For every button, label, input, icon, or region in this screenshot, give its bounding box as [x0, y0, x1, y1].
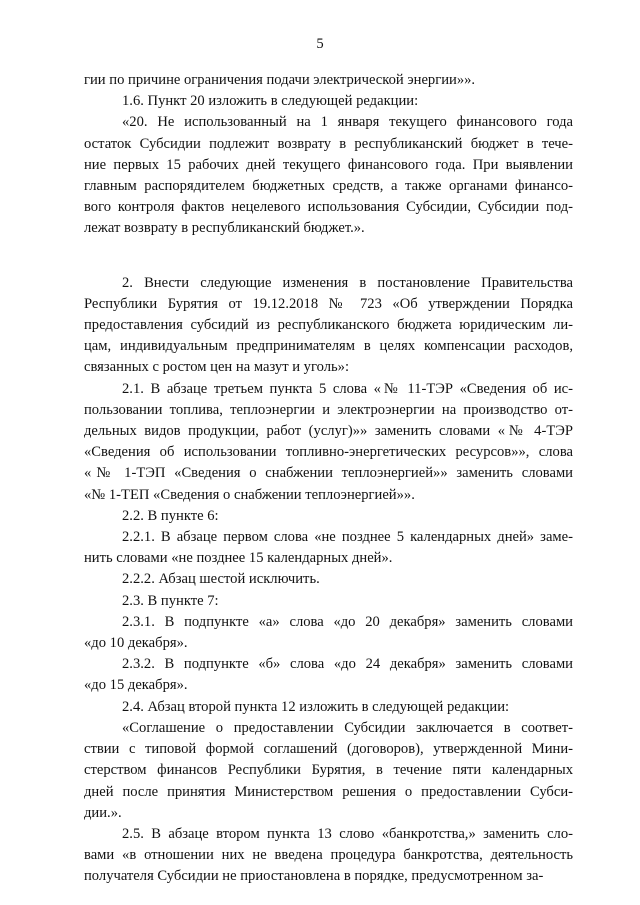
- text-line: ствии с типовой формой соглашений (договоров), утвержденной Мини-: [84, 741, 573, 758]
- paragraph: [84, 91, 573, 112]
- text-line: дней после принятия Министерством решения о предоставлении Субси-: [84, 783, 573, 800]
- text-line: «Сведения об использовании топливно-энергетических ресурсов»», слова: [84, 444, 573, 461]
- text-line: 2.2. В пункте 6:: [122, 507, 219, 524]
- paragraph: [84, 697, 573, 718]
- text-line: «№ 1-ТЭП «Сведения о снабжении теплоэнергией»» заменить словами: [84, 465, 573, 482]
- text-line: ние первых 15 рабочих дней текущего финансового года. При выявлении: [84, 156, 573, 173]
- text-line: получателя Субсидии не приостановлена в порядке, предусмотренном за-: [84, 868, 544, 885]
- text-line: Республики Бурятия от 19.12.2018 № 723 «Об утверждении Порядка: [84, 295, 573, 312]
- paragraph: [84, 527, 573, 569]
- text-line: 1.6. Пункт 20 изложить в следующей редакции:: [122, 93, 419, 110]
- text-line: нить словами «не позднее 15 календарных дней».: [84, 550, 393, 567]
- paragraph: [84, 654, 573, 696]
- text-line: 2. Внести следующие изменения в постановление Правительства: [122, 274, 573, 291]
- paragraph: [84, 718, 573, 824]
- page-number: 5: [316, 36, 324, 52]
- text-line: 2.1. В абзаце третьем пункта 5 слова «№ 11-ТЭР «Сведения об ис-: [122, 380, 573, 397]
- document-body: [84, 70, 573, 888]
- text-line: связанных с ростом цен на мазут и уголь»:: [84, 359, 349, 376]
- text-line: дельных видов продукции, работ (услуг)»» заменить словами «№ 4-ТЭР: [84, 423, 573, 440]
- paragraph: [84, 506, 573, 527]
- paragraph: [84, 273, 573, 379]
- text-line: 2.3.2. В подпункте «б» слова «до 24 декабря» заменить словами: [122, 656, 573, 673]
- text-line: 2.2.2. Абзац шестой исключить.: [122, 571, 320, 588]
- text-line: «Соглашение о предоставлении Субсидии заключается в соответ-: [122, 719, 573, 736]
- paragraph: [84, 591, 573, 612]
- text-line: дии.».: [84, 804, 122, 821]
- text-line: цам, индивидуальным предпринимателям в целях компенсации расходов,: [84, 338, 573, 355]
- text-line: лежат возврату в республиканский бюджет.».: [84, 220, 365, 237]
- text-line: 2.3. В пункте 7:: [122, 592, 219, 609]
- text-line: «20. Не использованный на 1 января текущего финансового года: [122, 114, 573, 131]
- paragraph: [84, 112, 573, 239]
- paragraph: [84, 70, 573, 91]
- text-line: «№ 1-ТЕП «Сведения о снабжении теплоэнергией»».: [84, 486, 415, 503]
- text-line: пользовании топлива, теплоэнергии и электроэнергии на производство от-: [84, 401, 573, 418]
- text-line: гии по причине ограничения подачи электрической энергии»».: [84, 72, 476, 88]
- text-line: вами «в отношении них не введена процедура банкротства, деятельность: [84, 847, 573, 864]
- text-line: главным распорядителем бюджетных средств, а также органами финансо-: [84, 178, 573, 195]
- text-line: 2.2.1. В абзаце первом слова «не позднее 5 календарных дней» заме-: [122, 529, 573, 546]
- text-line: 2.4. Абзац второй пункта 12 изложить в следующей редакции:: [122, 698, 510, 715]
- paragraph: [84, 824, 573, 888]
- text-line: 2.5. В абзаце втором пункта 13 слово «банкротства,» заменить сло-: [122, 825, 573, 842]
- paragraph: [84, 612, 573, 654]
- text-line: 2.3.1. В подпункте «а» слова «до 20 декабря» заменить словами: [122, 613, 573, 630]
- paragraph: [84, 569, 573, 590]
- text-line: «до 15 декабря».: [84, 677, 188, 694]
- paragraph: [84, 379, 573, 506]
- text-line: стерством финансов Республики Бурятия, в течение пяти календарных: [84, 762, 573, 779]
- text-line: «до 10 декабря».: [84, 635, 188, 652]
- paragraph-gap: [84, 240, 573, 273]
- text-line: остаток Субсидии подлежит возврату в республиканский бюджет в тече-: [84, 135, 573, 152]
- text-line: предоставления субсидий из республиканского бюджета юридическим ли-: [84, 317, 573, 334]
- text-line: вого контроля фактов нецелевого использования Субсидии, Субсидии под-: [84, 199, 573, 216]
